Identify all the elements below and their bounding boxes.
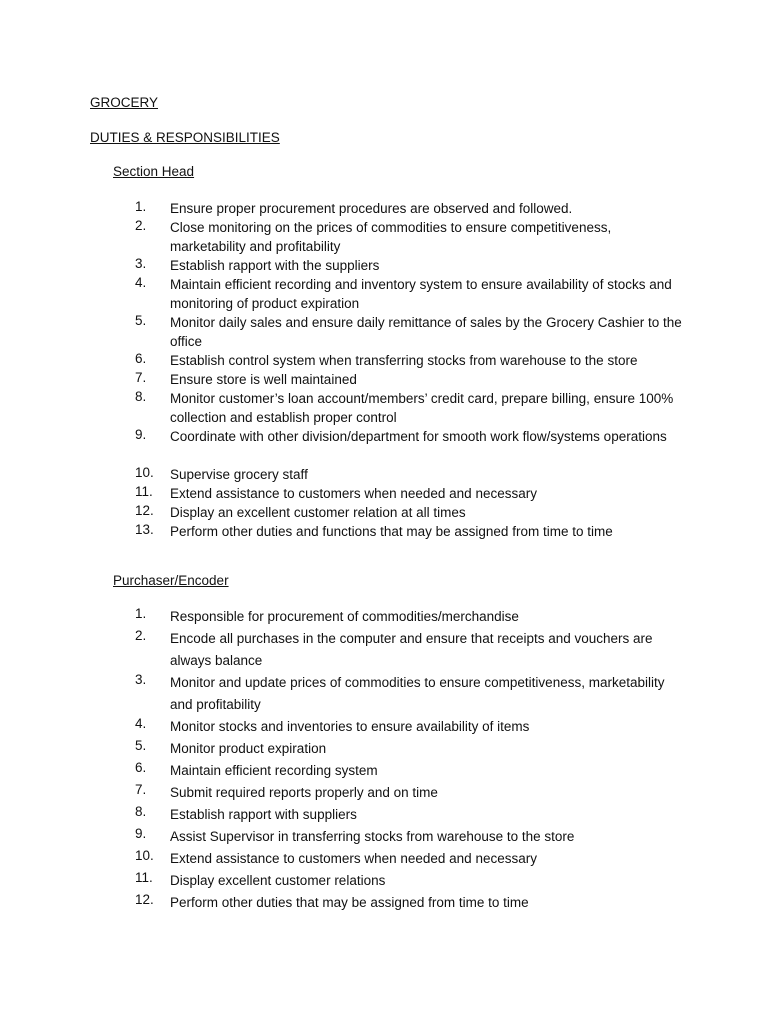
list-item-text: Display excellent customer relations: [170, 873, 386, 888]
section-title-section-head: Section Head: [113, 164, 195, 179]
list-item-text: Assist Supervisor in transferring stocks from warehouse to the store: [170, 829, 575, 844]
list-item-number: 10.: [135, 848, 154, 863]
list-item-text: Encode all purchases in the computer and ensure that receipts and vouchers are always balance: [170, 631, 653, 668]
list-item-text: Display an excellent customer relation at all times: [170, 505, 466, 520]
list-item-number: 6.: [135, 351, 147, 366]
list-item-number: 2.: [135, 218, 147, 233]
list-item-number: 8.: [135, 804, 147, 819]
list-item-number: 6.: [135, 760, 147, 775]
list-item-number: 12.: [135, 892, 154, 907]
document-title: GROCERY: [90, 95, 159, 110]
list-item-text: Establish rapport with the suppliers: [170, 258, 380, 273]
list-item-text: Perform other duties and functions that may be assigned from time to time: [170, 524, 613, 539]
list-item-number: 11.: [135, 870, 153, 885]
list-item-number: 7.: [135, 370, 147, 385]
list-item-number: 3.: [135, 672, 147, 687]
list-item-text: Extend assistance to customers when needed and necessary: [170, 851, 537, 866]
list-item-text: Monitor customer’s loan account/members’ credit card, prepare billing, ensure 100% collection and establish proper control: [170, 391, 674, 425]
list-item-number: 4.: [135, 716, 147, 731]
section-title-purchaser-encoder: Purchaser/Encoder: [113, 573, 229, 588]
list-item-text: Maintain efficient recording and inventory system to ensure availability of stocks and monitoring of product expiration: [170, 277, 672, 311]
list-item-text: Extend assistance to customers when needed and necessary: [170, 486, 537, 501]
list-item-number: 4.: [135, 275, 147, 290]
list-item-text: Monitor product expiration: [170, 741, 327, 756]
list-item-text: Responsible for procurement of commodities/merchandise: [170, 609, 519, 624]
list-item-text: Close monitoring on the prices of commodities to ensure competitiveness, marketability and profitability: [170, 220, 612, 254]
list-item-number: 11.: [135, 484, 153, 499]
list-item-text: Supervise grocery staff: [170, 467, 308, 482]
list-item-text: Submit required reports properly and on time: [170, 785, 438, 800]
list-item-text: Establish rapport with suppliers: [170, 807, 357, 822]
list-item-text: Ensure proper procurement procedures are observed and followed.: [170, 201, 573, 216]
list-item-number: 3.: [135, 256, 147, 271]
list-item-number: 13.: [135, 522, 154, 537]
list-item-text: Monitor stocks and inventories to ensure availability of items: [170, 719, 530, 734]
list-item-number: 2.: [135, 628, 147, 643]
list-item-number: 9.: [135, 427, 147, 442]
list-item-number: 5.: [135, 738, 147, 753]
list-item-text: Perform other duties that may be assigned from time to time: [170, 895, 529, 910]
list-item-number: 1.: [135, 199, 147, 214]
list-item-text: Coordinate with other division/department for smooth work flow/systems operations: [170, 429, 667, 444]
list-item-number: 1.: [135, 606, 147, 621]
document-subtitle: DUTIES & RESPONSIBILITIES: [90, 130, 280, 145]
list-item-number: 8.: [135, 389, 147, 404]
list-item-text: Ensure store is well maintained: [170, 372, 357, 387]
list-item-text: Monitor daily sales and ensure daily remittance of sales by the Grocery Cashier to the office: [170, 315, 682, 349]
list-item-number: 7.: [135, 782, 147, 797]
list-item-text: Establish control system when transferring stocks from warehouse to the store: [170, 353, 638, 368]
list-item-number: 10.: [135, 465, 154, 480]
list-item-number: 5.: [135, 313, 147, 328]
list-item-number: 9.: [135, 826, 147, 841]
list-item-text: Monitor and update prices of commodities to ensure competitiveness, marketability and profitability: [170, 675, 665, 712]
list-item-number: 12.: [135, 503, 154, 518]
list-item-text: Maintain efficient recording system: [170, 763, 378, 778]
